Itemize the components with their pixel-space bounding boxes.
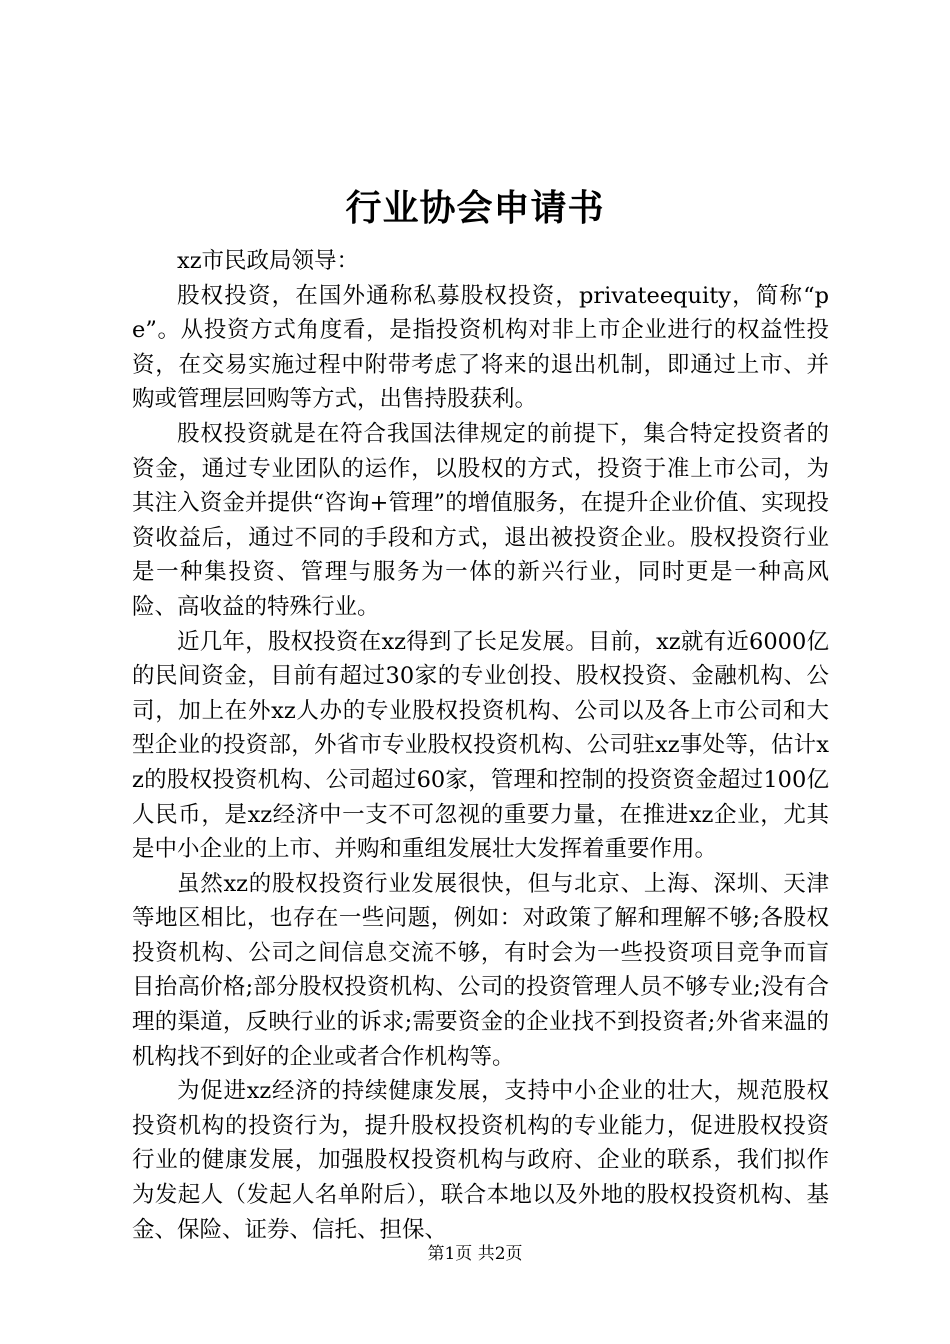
paragraph-5: 为促进xz经济的持续健康发展，支持中小企业的壮大，规范股权投资机构的投资行为，提升股权投资机构的专业能力，促进股权投资行业的健康发展，加强股权投资机构与政府、企业的联系，我们拟作为发起人（发起人名单附后），联合本地以及外地的股权投资机构、基金、保险、证券、信托、担保、 [132,1078,829,1243]
salutation: xz市民政局领导： [177,248,360,274]
paragraph-3: 近几年，股权投资在xz得到了长足发展。目前，xz就有近6000亿的民间资金，目前有超过30家的专业创投、股权投资、金融机构、公司，加上在外xz人办的专业股权投资机构、公司以及各上市公司和大型企业的投资部，外省市专业股权投资机构、公司驻xz事处等，估计xz的股权投资机构、公司超过60家，管理和控制的投资资金超过100亿人民币，是xz经济中一支不可忽视的重要力量，在推进xz企业，尤其是中小企业的上市、并购和重组发展壮大发挥着重要作用。 [132,628,829,863]
document-title: 行业协会申请书 [345,187,605,229]
document-body [132,244,829,1247]
paragraph-1: 股权投资，在国外通称私募股权投资，privateequity，简称“pe”。从投资方式角度看，是指投资机构对非上市企业进行的权益性投资，在交易实施过程中附带考虑了将来的退出机制，即通过上市、并购或管理层回购等方式，出售持股获利。 [132,282,829,413]
paragraph-4: 虽然xz的股权投资行业发展很快，但与北京、上海、深圳、天津等地区相比，也存在一些问题，例如：对政策了解和理解不够;各股权投资机构、公司之间信息交流不够，有时会为一些投资项目竞争而盲目抬高价格;部分股权投资机构、公司的投资管理人员不够专业;没有合理的渠道，反映行业的诉求;需要资金的企业找不到投资者;外省来温的机构找不到好的企业或者合作机构等。 [132,870,829,1070]
page-number-footer: 第1页 共2页 [427,1244,523,1264]
paragraph-2: 股权投资就是在符合我国法律规定的前提下，集合特定投资者的资金，通过专业团队的运作，以股权的方式，投资于准上市公司，为其注入资金并提供“咨询+管理”的增值服务，在提升企业价值、实现投资收益后，通过不同的手段和方式，退出被投资企业。股权投资行业是一种集投资、管理与服务为一体的新兴行业，同时更是一种高风险、高收益的特殊行业。 [132,420,829,620]
